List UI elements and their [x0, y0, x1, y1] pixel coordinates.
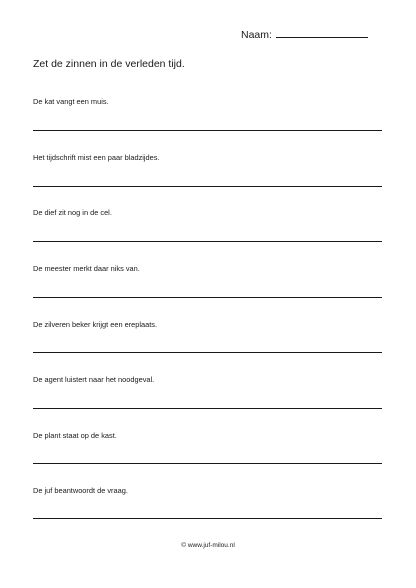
sentence-5: De zilveren beker krijgt een ereplaats. — [33, 320, 158, 329]
name-field — [241, 27, 368, 42]
sentence-7: De plant staat op de kast. — [33, 431, 117, 440]
sentence-8: De juf beantwoordt de vraag. — [33, 486, 128, 495]
sentence-4: De meester merkt daar niks van. — [33, 264, 140, 273]
answer-line-3 — [33, 241, 382, 242]
instruction-text: Zet de zinnen in de verleden tijd. — [33, 58, 185, 70]
answer-line-2 — [33, 186, 382, 187]
name-label-text: Naam: — [241, 29, 272, 41]
answer-line-7 — [33, 463, 382, 464]
sentence-1: De kat vangt een muis. — [33, 97, 109, 106]
sentence-2: Het tijdschrift mist een paar bladzijdes. — [33, 153, 160, 162]
copyright-footer: © www.juf-milou.nl — [181, 542, 235, 549]
answer-line-4 — [33, 297, 382, 298]
name-blank-line — [276, 27, 368, 38]
answer-line-6 — [33, 408, 382, 409]
answer-line-1 — [33, 130, 382, 131]
answer-line-5 — [33, 352, 382, 353]
sentence-3: De dief zit nog in de cel. — [33, 208, 112, 217]
sentence-6: De agent luistert naar het noodgeval. — [33, 375, 155, 384]
answer-line-8 — [33, 518, 382, 519]
